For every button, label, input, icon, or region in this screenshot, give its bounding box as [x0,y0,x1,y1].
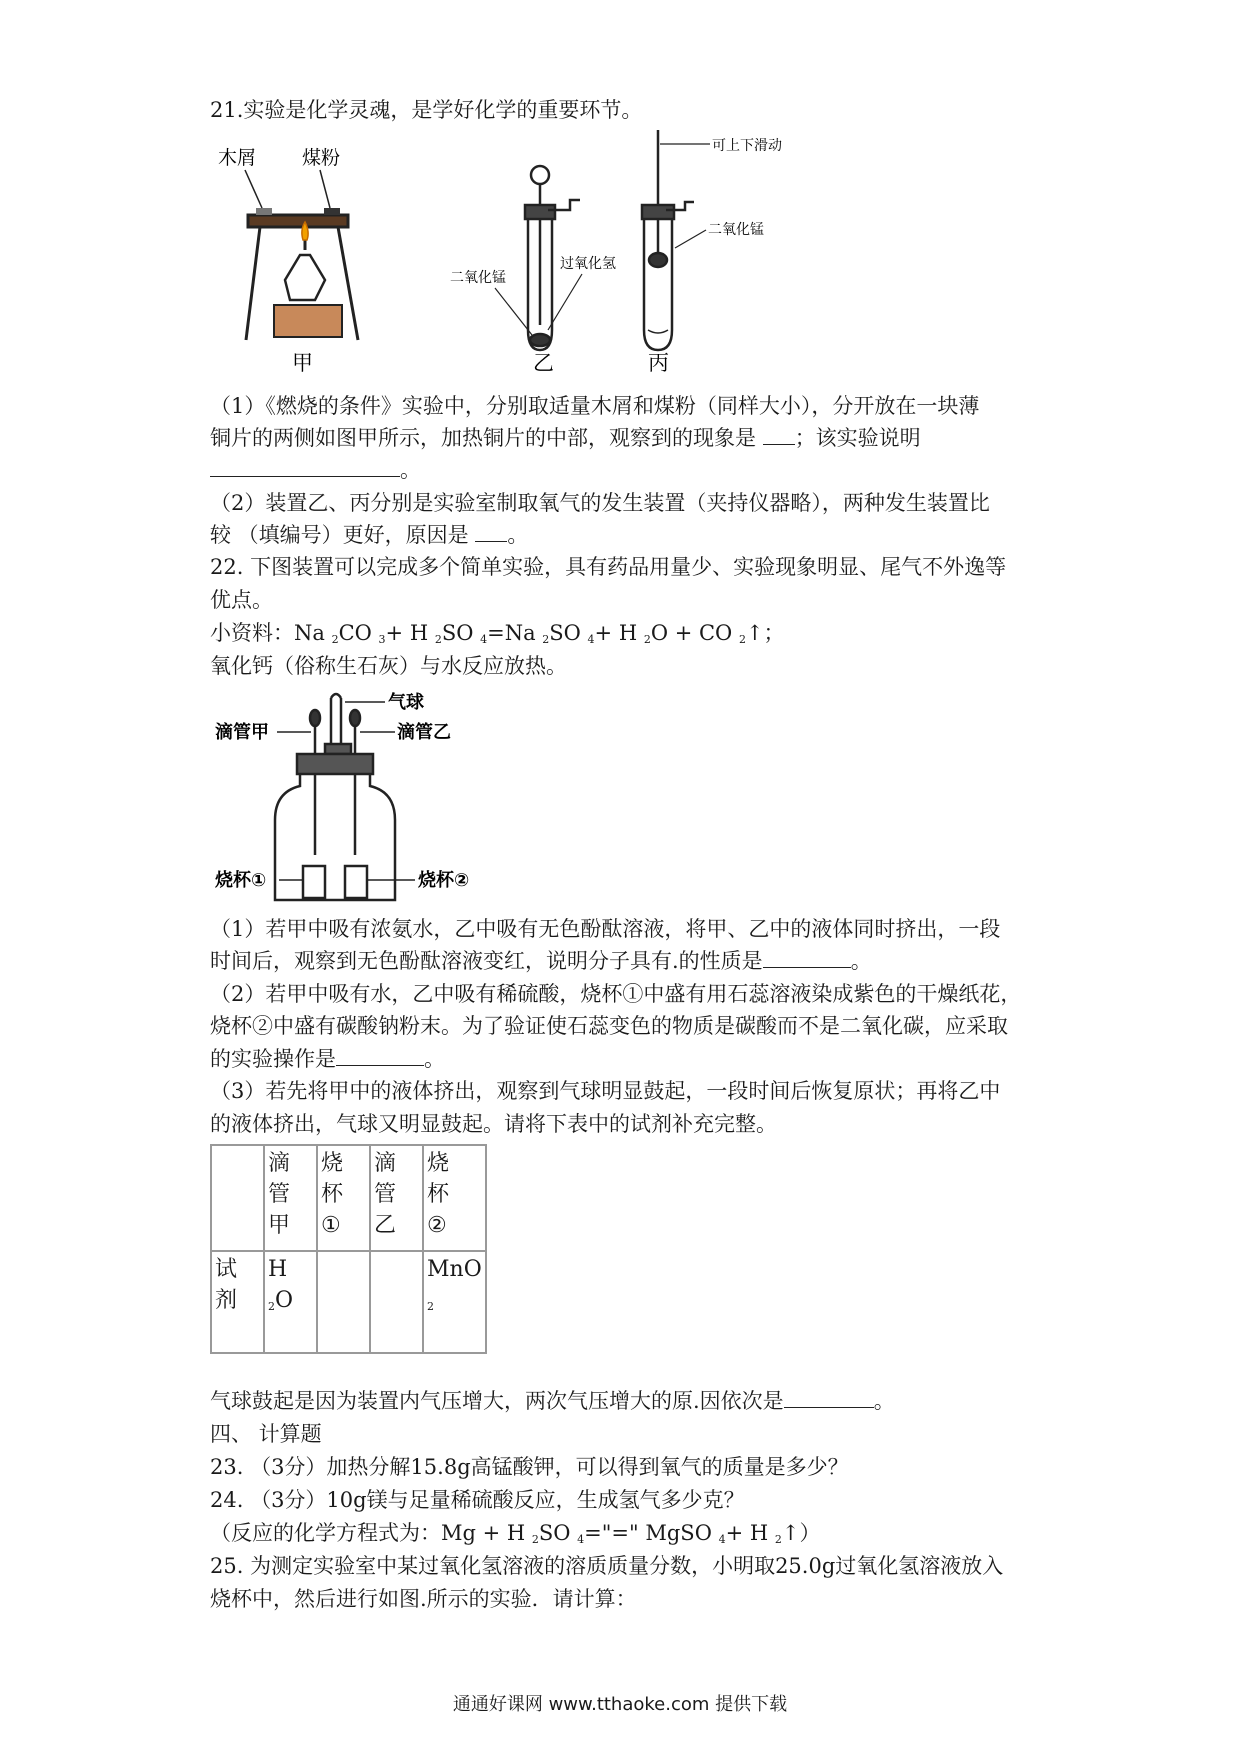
q21-p2-line2: 较 （填编号）更好，原因是 。 [210,519,1050,551]
q21-p1-line3: 。 [210,454,1050,486]
q25-line1: 25. 为测定实验室中某过氧化氢溶液的溶质质量分数，小明取25.0g过氧化氢溶液放入 [210,1554,1004,1578]
q22-p2-line3: 的实验操作是 。 [210,1043,1050,1075]
label-bing: 丙 [648,351,669,375]
label-h2o2: 过氧化氢 [560,256,616,272]
answer-blank[interactable] [763,945,851,968]
cell-beaker2-reagent: MnO $_2$ [423,1251,486,1353]
label-beaker1: 烧杯① [215,870,267,891]
label-dropper-jia: 滴管甲 [215,722,269,743]
cell-dropper-jia-reagent: H $_2$O [264,1251,317,1353]
q21-figure [218,130,790,380]
label-beaker2: 烧杯② [418,870,470,891]
q21-p1-line1: （1）《燃烧的条件》实验中，分别取适量木屑和煤粉（同样大小），分开放在一块薄 [210,394,980,418]
q23: 23. （3分）加热分解15.8g高锰酸钾，可以得到氧气的质量是多少？ [210,1455,849,1479]
label-yi: 乙 [533,351,554,375]
q22-p3-line2: 的液体挤出，气球又明显鼓起。请将下表中的试剂补充完整。 [210,1112,777,1136]
header-beaker2: 烧 杯 ② [423,1145,486,1251]
label-dropper-yi: 滴管乙 [397,722,451,743]
q24: 24. （3分）10g镁与足量稀硫酸反应，生成氢气多少克？ [210,1488,745,1512]
header-beaker1: 烧 杯 ① [317,1145,370,1251]
q22-p3-line1: （3）若先将甲中的液体挤出，观察到气球明显鼓起，一段时间后恢复原状；再将乙中 [210,1079,1001,1103]
q21-p2-line1: （2）装置乙、丙分别是实验室制取氧气的发生装置（夹持仪器略），两种发生装置比 [210,491,990,515]
reagent-table [210,1144,487,1354]
answer-blank[interactable] [210,454,400,477]
test-tube-sliding-illustration [642,130,694,350]
q22-intro-line1: 22. 下图装置可以完成多个简单实验，具有药品用量少、实验现象明显、尾气不外逸等 [210,555,1007,579]
q22-intro-line2: 优点。 [210,588,273,612]
q22-figure [215,690,495,910]
q22-p2-line2: 烧杯②中盛有碳酸钠粉末。为了验证使石蕊变色的物质是碳酸而不是二氧化碳，应采取 [210,1014,1008,1038]
cell-beaker1-reagent[interactable] [317,1251,370,1353]
label-jia: 甲 [292,351,313,375]
page-footer: 通通好课网 www.tthaoke.com 提供下载 [452,1694,788,1715]
row-label-reagent: 试 剂 [211,1251,264,1353]
q21-intro: 21.实验是化学灵魂，是学好化学的重要环节。 [210,98,643,122]
bottle-illustration [275,694,395,900]
q21-apparatus-drawing [218,130,790,380]
q21-p1-line2: 铜片的两侧如图甲所示，加热铜片的中部，观察到的现象是 ；该实验说明 [210,422,1050,454]
q22-p1-line2: 时间后，观察到无色酚酞溶液变红，说明分子具有.的性质是 。 [210,945,1050,977]
cell-dropper-yi-reagent[interactable] [370,1251,423,1353]
answer-blank[interactable] [763,422,795,445]
label-balloon: 气球 [388,692,424,713]
q22-p2-line1: （2）若甲中吸有水，乙中吸有稀硫酸，烧杯①中盛有用石蕊溶液染成紫色的干燥纸花， [210,982,1022,1006]
q22-p4: 气球鼓起是因为装置内气压增大，两次气压增大的原.因依次是 。 [210,1385,1050,1417]
header-dropper-jia: 滴 管 甲 [264,1145,317,1251]
label-wood: 木屑 [218,147,257,169]
tripod-burner-illustration [246,208,358,340]
header-dropper-yi: 滴 管 乙 [370,1145,423,1251]
q22-p1-line1: （1）若甲中吸有浓氨水，乙中吸有无色酚酞溶液，将甲、乙中的液体同时挤出，一段 [210,917,1001,941]
answer-blank[interactable] [336,1043,424,1066]
answer-blank[interactable] [475,519,507,542]
section-4-heading: 四、 计算题 [210,1422,322,1446]
table-corner-cell [211,1145,264,1251]
q25-line2: 烧杯中，然后进行如图.所示的实验．请计算： [210,1587,637,1611]
label-slide: 可上下滑动 [712,138,782,154]
label-mno2-bing: 二氧化锰 [708,222,764,238]
answer-blank[interactable] [784,1385,874,1408]
q22-reference-note: 氧化钙（俗称生石灰）与水反应放热。 [210,654,567,678]
q22-reference-equation: 小资料：Na $_2$CO $_3$+ H $_2$SO $_4$=Na $_2$SO $_4$+ H $_2$O + CO $_2$↑； [210,621,785,646]
q24-equation: （反应的化学方程式为：Mg + H $_2$SO $_4$="=" MgSO $_4$+ H $_2$↑） [210,1521,821,1546]
q22-apparatus-drawing [215,690,495,910]
label-coal: 煤粉 [302,147,341,169]
label-mno2-yi: 二氧化锰 [450,270,506,286]
